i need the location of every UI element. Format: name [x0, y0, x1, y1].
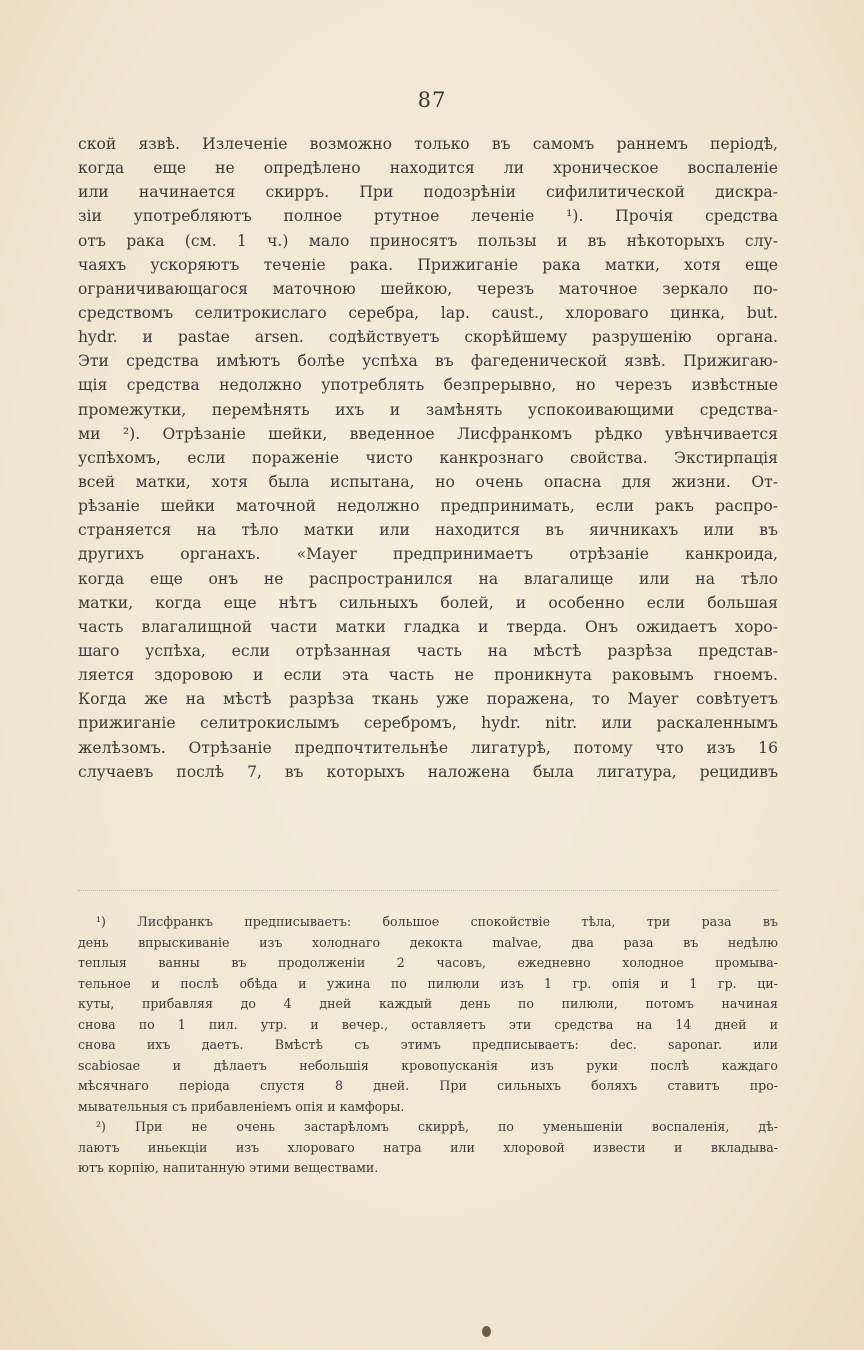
main-body-text [78, 132, 778, 784]
text-line: прижиганіе селитрокислымъ серебромъ, hydr. nitr. или раскаленнымъ [78, 714, 778, 733]
text-line: зіи употребляютъ полное ртутное леченіе ¹). Прочія средства [78, 207, 778, 226]
page-number: 87 [417, 88, 447, 112]
text-line: страняется на тѣло матки или находится въ яичникахъ или въ [78, 521, 778, 540]
text-line: успѣхомъ, если пораженіе чисто канкрознаго свойства. Экстирпація [78, 448, 778, 467]
footnote-line: лаютъ иньекціи изъ хлороваго натра или хлоровой извести и вкладыва- [78, 1139, 778, 1155]
footnote-line: мѣсячнаго періода спустя 8 дней. При сильныхъ боляхъ ставитъ про- [78, 1078, 778, 1093]
text-line: hydr. и pastae arsen. содѣйствуетъ скорѣйшему разрушенію органа. [78, 328, 778, 347]
text-line: щія средства недолжно употреблять безпрерывно, но черезъ извѣстные [78, 376, 778, 395]
footnote-line: снова по 1 пил. утр. и вечер., оставляетъ эти средства на 14 дней и [78, 1016, 778, 1032]
text-line: всей матки, хотя была испытана, но очень опасна для жизни. От- [78, 472, 778, 491]
text-line: ляется здоровою и если эта часть не проникнута раковымъ гноемъ. [78, 666, 778, 685]
footnote-line: куты, прибавляя до 4 дней каждый день по пилюли, потомъ начиная [78, 996, 778, 1011]
text-line: когда еще не опредѣлено находится ли хроническое воспаленіе [78, 159, 778, 178]
text-line: Эти средства имѣютъ болѣе успѣха въ фагеденической язвѣ. Прижигаю- [78, 352, 778, 371]
text-line: матки, когда еще нѣтъ сильныхъ болей, и особенно если большая [78, 593, 778, 612]
text-line: чаяхъ ускоряютъ теченіе рака. Прижиганіе рака матки, хотя еще [78, 255, 778, 274]
text-line: другихъ органахъ. «Mayer предпринимаетъ отрѣзаніе канкроида, [78, 545, 778, 564]
footnote-line: ютъ корпію, напитанную этими веществами. [78, 1160, 379, 1175]
ink-spot [482, 1326, 491, 1337]
text-line: промежутки, перемѣнять ихъ и замѣнять успокоивающими средства- [78, 400, 778, 419]
text-line: часть влагалищной части матки гладка и тверда. Онъ ожидаетъ хоро- [78, 617, 778, 636]
footnote-line: тельное и послѣ обѣда и ужина по пилюли изъ 1 гр. опія и 1 гр. ци- [78, 975, 778, 991]
text-line: случаевъ послѣ 7, въ которыхъ наложена была лигатура, рецидивъ [78, 762, 778, 781]
text-line: шаго успѣха, если отрѣзанная часть на мѣстѣ разрѣза представ- [78, 641, 778, 660]
footnotes [78, 912, 778, 1179]
text-line: отъ рака (см. 1 ч.) мало приносятъ пользы и въ нѣкоторыхъ слу- [78, 231, 778, 250]
text-line: когда еще онъ не распространился на влагалище или на тѣло [78, 569, 778, 588]
text-line: ской язвѣ. Излеченіе возможно только въ самомъ раннемъ періодѣ, [78, 135, 778, 153]
text-line: рѣзаніе шейки маточной недолжно предпринимать, если ракъ распро- [78, 497, 778, 516]
text-line: средствомъ селитрокислаго серебра, lap. caust., хлороваго цинка, but. [78, 303, 778, 322]
footnote-line: scabiosae и дѣлаетъ небольшія кровопусканія изъ руки послѣ каждаго [78, 1057, 778, 1073]
footnote-separator [78, 890, 778, 892]
text-line: Когда же на мѣстѣ разрѣза ткань уже поражена, то Mayer совѣтуетъ [78, 690, 778, 709]
text-line: ми ²). Отрѣзаніе шейки, введенное Лисфранкомъ рѣдко увѣнчивается [78, 424, 778, 443]
footnote-line: снова ихъ даетъ. Вмѣстѣ съ этимъ предписываетъ: dec. saponar. или [78, 1037, 778, 1052]
text-line: желѣзомъ. Отрѣзаніе предпочтительнѣе лигатурѣ, потому что изъ 16 [78, 738, 778, 757]
text-line: ограничивающагося маточною шейкою, черезъ маточное зеркало по- [78, 279, 778, 298]
footnote-line: день впрыскиваніе изъ холоднаго декокта malvae, два раза въ недѣлю [78, 934, 778, 950]
footnote-line: мывательныя съ прибавленіемъ опія и камфоры. [78, 1098, 405, 1114]
footnote-line: ²) При не очень застарѣломъ скиррѣ, по уменьшеніи воспаленія, дѣ- [96, 1119, 778, 1134]
footnote-line: теплыя ванны въ продолженіи 2 часовъ, ежедневно холодное промыва- [78, 955, 778, 970]
text-line: или начинается скирръ. При подозрѣніи сифилитической дискра- [78, 183, 778, 202]
footnote-line: ¹) Лисфранкъ предписываетъ: большое спокойствіе тѣла, три раза въ [96, 914, 778, 929]
